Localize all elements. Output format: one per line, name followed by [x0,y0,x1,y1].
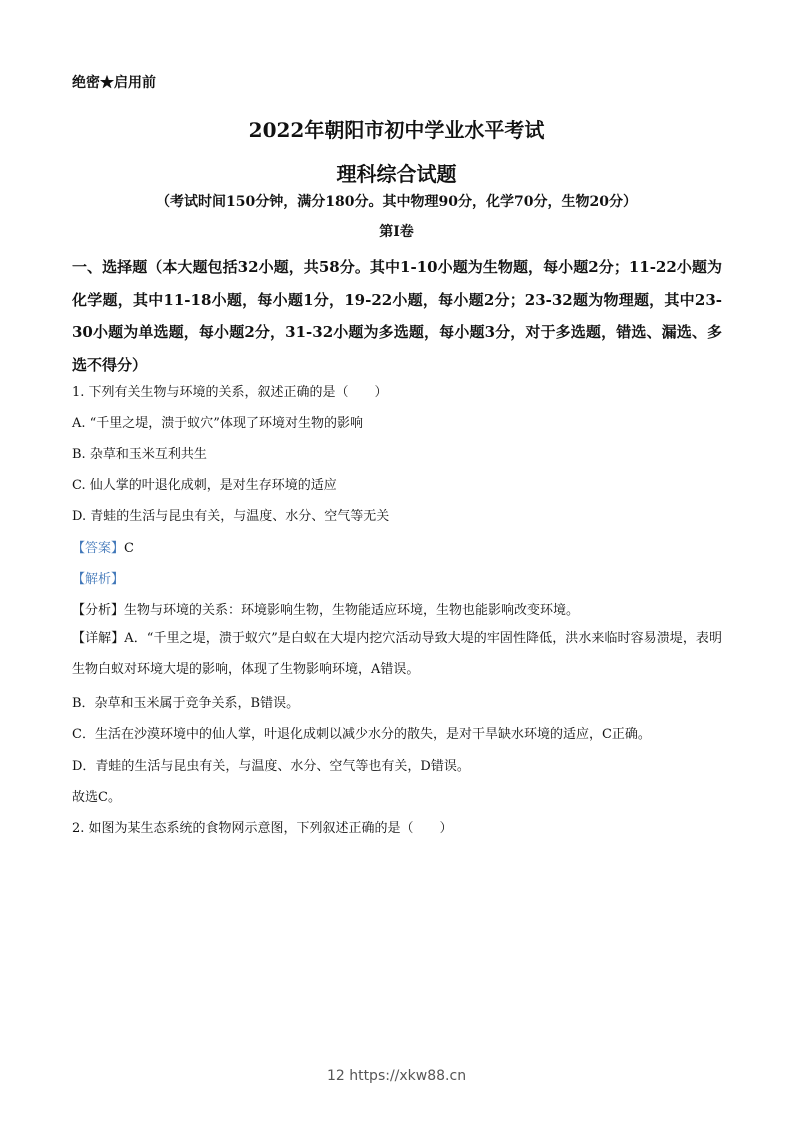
fenxi-text: 生物与环境的关系：环境影响生物，生物能适应环境，生物也能影响改变环境。 [124,603,580,618]
question-1-stem: 1. 下列有关生物与环境的关系，叙述正确的是（ ） [72,385,388,400]
explanation-b: B．杂草和玉米属于竞争关系，B错误。 [72,696,300,711]
exam-title: 2022年朝阳市初中学业水平考试 [248,118,545,142]
fenxi-row [72,599,579,618]
question-2-stem: 2. 如图为某生态系统的食物网示意图，下列叙述正确的是（ ） [72,821,453,836]
answer-value: C [124,541,134,556]
exam-subtitle: 理科综合试题 [336,162,457,186]
confidential-label: 绝密★启用前 [72,75,156,91]
answer-label: 【答案】 [72,541,125,556]
page-footer: 12 https://xkw88.cn [326,1068,467,1084]
question-1-option-c: C. 仙人掌的叶退化成刺，是对生存环境的适应 [72,478,337,493]
explanation-d: D．青蛙的生活与昆虫有关，与温度、水分、空气等也有关，D错误。 [72,759,470,774]
question-1-option-a: A. “千里之堤，溃于蚁穴”体现了环境对生物的影响 [72,416,363,431]
section-heading: 一、选择题（本大题包括32小题，共58分。其中1-10小题为生物题，每小题2分；11-22小题为化学题，其中11-18小题，每小题1分，19-22小题，每小题2分；23-32题为物理题，其中23-30小题为单选题，每小题2分，31-32小题为多选题，每小题3分，对于多选题，错选、漏选、多选不得分） [72,258,722,374]
final-answer: 故选C。 [72,790,121,805]
question-1-option-d: D. 青蛙的生活与昆虫有关，与温度、水分、空气等无关 [72,509,390,524]
xiangjie-paragraph [72,623,722,685]
xiangjie-text: A．“千里之堤，溃于蚁穴”是白蚁在大堤内挖穴活动导致大堤的牢固性降低，洪水来临时容易溃堤，表明生物白蚁对环境大堤的影响，体现了生物影响环境，A错误。 [72,631,722,677]
explanation-c: C．生活在沙漠环境中的仙人掌，叶退化成刺以减少水分的散失，是对干旱缺水环境的适应，C正确。 [72,727,651,742]
fenxi-label: 【分析】 [72,603,125,618]
question-1-option-b: B. 杂草和玉米互利共生 [72,447,207,462]
exam-note: （考试时间150分钟，满分180分。其中物理90分，化学70分，生物20分） [156,194,637,210]
xiangjie-label: 【详解】 [72,631,125,646]
answer-row [72,537,134,556]
volume-label: 第I卷 [379,224,414,240]
analysis-label: 【解析】 [72,572,125,587]
